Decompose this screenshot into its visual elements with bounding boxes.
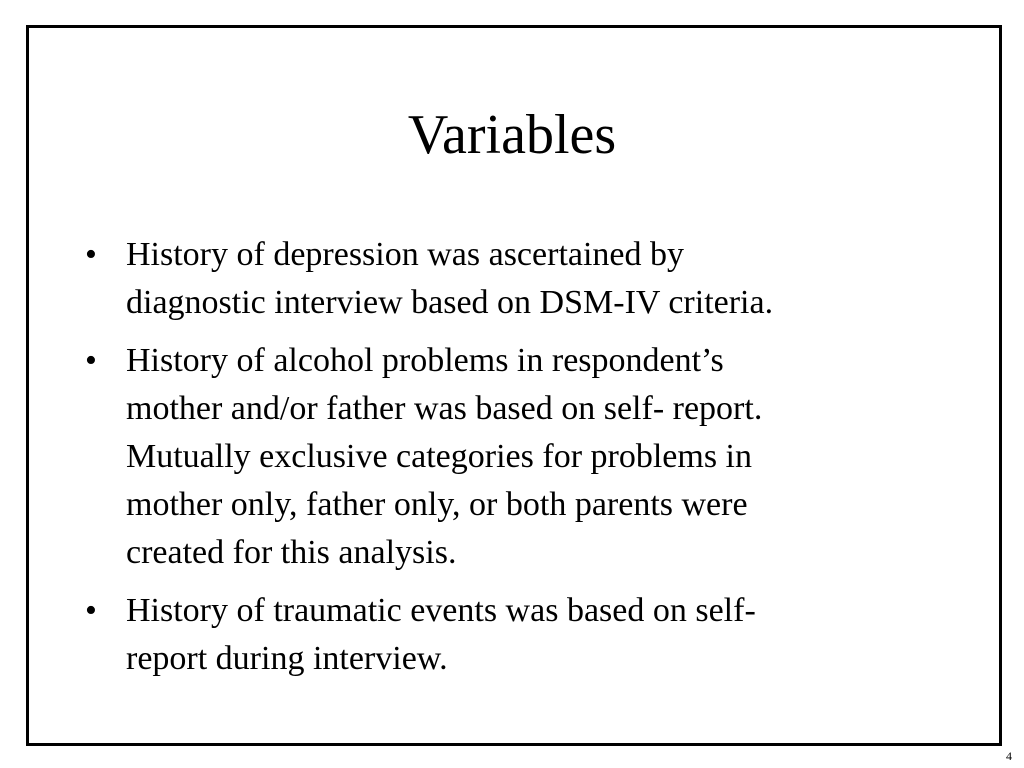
page-number: 4: [1006, 749, 1012, 763]
slide-title: Variables: [407, 104, 617, 166]
bullet-item: [85, 231, 885, 327]
bullet-text-line: mother and/or father was based on self- report.: [126, 390, 763, 427]
bullet-text-line: History of traumatic events was based on self-: [126, 592, 756, 629]
bullet-item: [85, 587, 885, 683]
bullet-text-line: History of depression was ascertained by: [126, 236, 685, 273]
bullet-text-line: Mutually exclusive categories for problems in: [126, 438, 752, 475]
bullet-text-line: mother only, father only, or both parents were: [126, 486, 748, 523]
bullet-list: [85, 231, 885, 693]
bullet-text-line: History of alcohol problems in respondent’s: [126, 342, 724, 379]
bullet-text-line: created for this analysis.: [126, 534, 457, 571]
bullet-icon: •: [85, 342, 97, 379]
bullet-text-line: diagnostic interview based on DSM-IV criteria.: [126, 284, 774, 321]
bullet-icon: •: [85, 236, 97, 273]
bullet-item: [85, 337, 885, 577]
bullet-icon: •: [85, 592, 97, 629]
bullet-text-line: report during interview.: [126, 640, 448, 677]
